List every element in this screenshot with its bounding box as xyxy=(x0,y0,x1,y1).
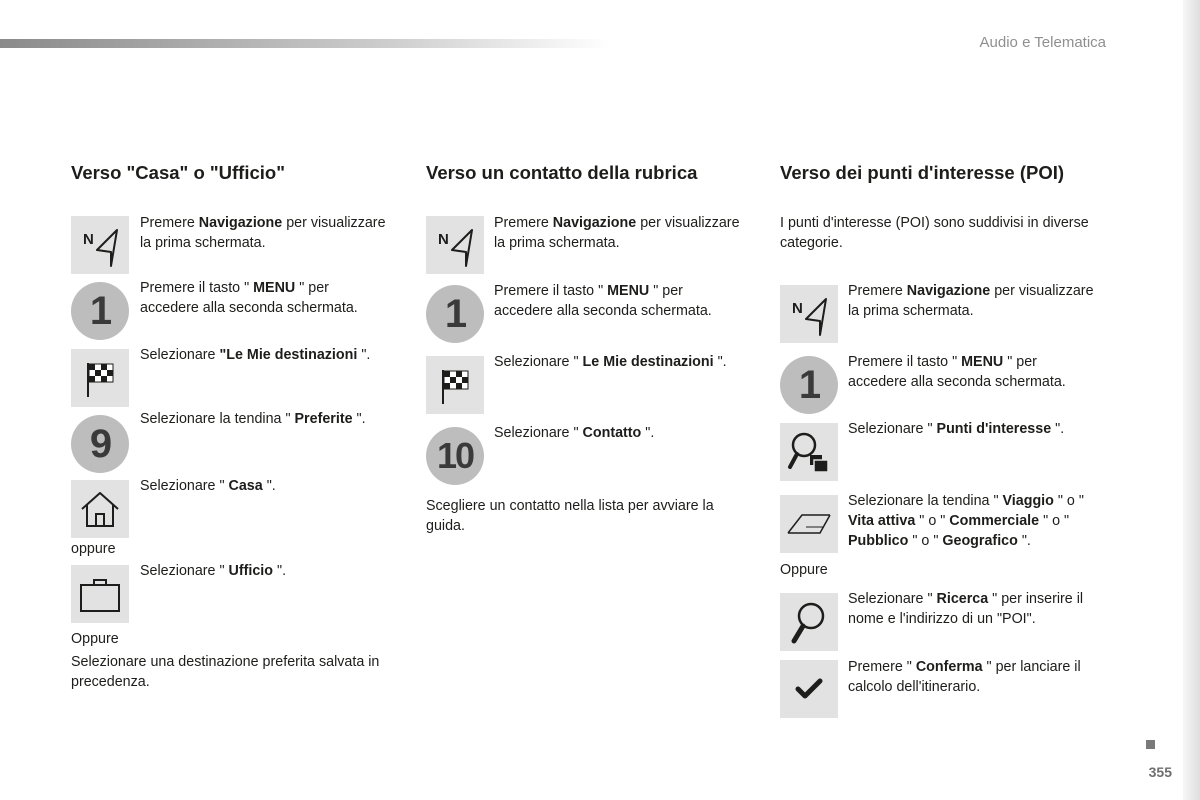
col3-step-navigation: Premere Navigazione per visualizzare la prima schermata. xyxy=(848,283,1094,319)
col3-step-confirm: Premere " Conferma " per lanciare il calcolo dell'itinerario. xyxy=(848,659,1081,695)
col1-step-office: Selezionare " Ufficio ". xyxy=(140,563,287,579)
svg-text:N: N xyxy=(83,231,94,248)
col2-final-note: Scegliere un contatto nella lista per avviare la guida. xyxy=(426,498,714,534)
col3-step-search: Selezionare " Ricerca " per inserire il nome e l'indirizzo di un "POI". xyxy=(848,591,1084,627)
navigation-icon xyxy=(426,216,484,274)
road-category-icon xyxy=(780,495,838,553)
step-number-badge: 9 xyxy=(71,415,129,473)
col3-step-menu: Premere il tasto " MENU " per accedere alla seconda schermata. xyxy=(848,354,1066,390)
step-number-badge: 10 xyxy=(426,427,484,485)
page-edge xyxy=(1183,0,1200,800)
col3-intro: I punti d'interesse (POI) sono suddivisi in diverse categorie. xyxy=(780,215,1089,251)
section-title: Audio e Telematica xyxy=(979,34,1106,51)
page-marker xyxy=(1146,740,1155,749)
col1-step-home: Selezionare " Casa ". xyxy=(140,478,276,494)
col3-step-poi: Selezionare " Punti d'interesse ". xyxy=(848,421,1065,437)
col1-step-destinations: Selezionare "Le Mie destinazioni ". xyxy=(140,347,371,363)
checkered-flag-icon xyxy=(71,349,129,407)
step-number-badge: 1 xyxy=(780,356,838,414)
col1-step-menu: Premere il tasto " MENU " per accedere alla seconda schermata. xyxy=(140,280,358,316)
svg-text:N: N xyxy=(792,300,803,317)
col2-step-menu: Premere il tasto " MENU " per accedere alla seconda schermata. xyxy=(494,283,712,319)
page-number: 355 xyxy=(1148,764,1172,780)
step-number-badge: 1 xyxy=(71,282,129,340)
poi-search-icon xyxy=(780,423,838,481)
header-gradient-bar xyxy=(0,39,610,48)
col2-heading: Verso un contatto della rubrica xyxy=(426,162,698,183)
col1-final-note: Selezionare una destinazione preferita salvata in precedenza. xyxy=(71,654,380,690)
col2-step-navigation: Premere Navigazione per visualizzare la prima schermata. xyxy=(494,215,740,251)
checkmark-icon xyxy=(780,660,838,718)
col2-step-contact: Selezionare " Contatto ". xyxy=(494,425,655,441)
col3-heading: Verso dei punti d'interesse (POI) xyxy=(780,162,1065,183)
checkered-flag-icon xyxy=(426,356,484,414)
navigation-icon xyxy=(780,285,838,343)
svg-text:N: N xyxy=(438,231,449,248)
briefcase-icon xyxy=(71,565,129,623)
col1-heading: Verso "Casa" o "Ufficio" xyxy=(71,162,285,183)
col1-or-label-2: Oppure xyxy=(71,631,119,647)
navigation-icon xyxy=(71,216,129,274)
col3-or-label: Oppure xyxy=(780,562,828,578)
home-icon xyxy=(71,480,129,538)
col1-step-favorites: Selezionare la tendina " Preferite ". xyxy=(140,411,366,427)
col1-step-navigation: Premere Navigazione per visualizzare la prima schermata. xyxy=(140,215,386,251)
search-icon xyxy=(780,593,838,651)
col1-or-label: oppure xyxy=(71,541,116,557)
col2-step-destinations: Selezionare " Le Mie destinazioni ". xyxy=(494,354,727,370)
col3-step-category: Selezionare la tendina " Viaggio " o " Vita attiva " o " Commerciale " o " Pubblico " o " Geografico ". xyxy=(848,493,1084,549)
step-number-badge: 1 xyxy=(426,285,484,343)
